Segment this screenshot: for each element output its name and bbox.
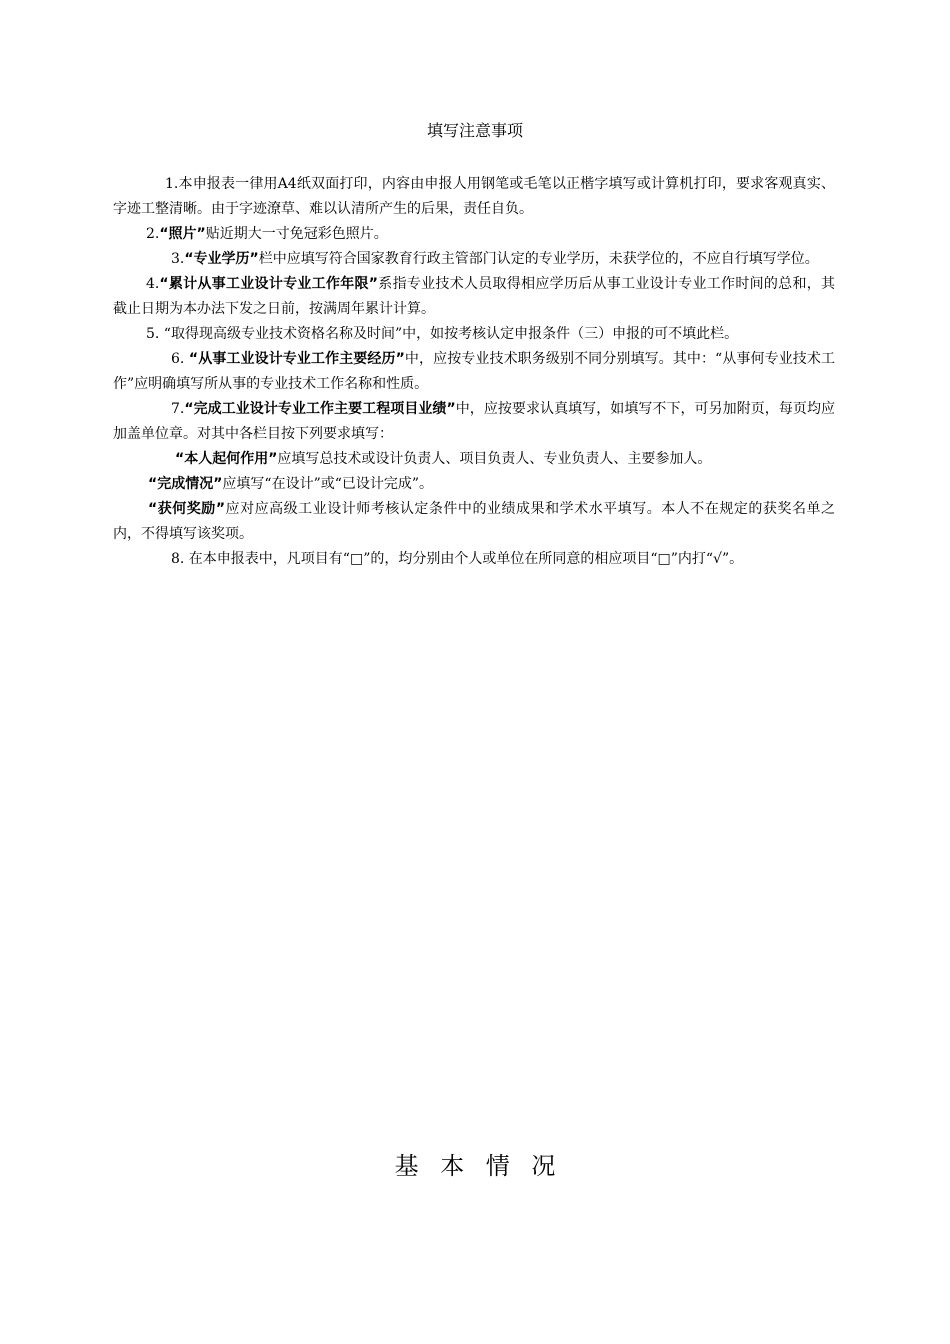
note-item-text: 5. “取得现高级专业技术资格名称及时间”中，如按考核认定申报条件（三）申报的可不填此栏。 bbox=[146, 326, 739, 342]
notes-list bbox=[113, 172, 835, 572]
note-item-text: 6. bbox=[171, 351, 189, 367]
note-item-text: 8. 在本申报表中，凡项目有“□”的，均分别由个人或单位在所同意的相应项目“□”内打“√”。 bbox=[171, 551, 744, 567]
note-item bbox=[113, 172, 835, 222]
note-item-emphasis: “照片” bbox=[159, 226, 206, 242]
note-item-emphasis: “累计从事工业设计专业工作年限” bbox=[159, 276, 378, 292]
note-item bbox=[113, 247, 835, 272]
note-item-text: 7. bbox=[171, 401, 185, 417]
note-item-text: 栏中应填写符合国家教育行政主管部门认定的专业学历，未获学位的，不应自行填写学位。 bbox=[258, 251, 819, 267]
note-item-text: 系指专业技术人员取得相应学历后从事工业设计专业工作时间的总和，其截止日期为本办法下发之日前，按满周年累计计算。 bbox=[113, 276, 836, 317]
note-item bbox=[113, 472, 835, 497]
note-item-text: 中，应按专业技术职务级别不同分别填写。其中：“从事何专业技术工作”应明确填写所从事的专业技术工作名称和性质。 bbox=[113, 351, 836, 392]
note-item bbox=[113, 322, 835, 347]
note-item-emphasis: “本人起何作用” bbox=[175, 451, 278, 467]
note-item bbox=[113, 497, 835, 547]
note-item-text: 2. bbox=[146, 226, 160, 242]
note-item-text: 应填写“在设计”或“已设计完成”。 bbox=[222, 476, 434, 492]
note-item-emphasis: “从事工业设计专业工作主要经历” bbox=[188, 351, 405, 367]
note-item bbox=[113, 222, 835, 247]
note-item-emphasis: “专业学历” bbox=[184, 251, 259, 267]
note-item-emphasis: “完成情况” bbox=[148, 476, 223, 492]
note-item bbox=[113, 272, 835, 322]
note-item-text: 贴近期大一寸免冠彩色照片。 bbox=[205, 226, 388, 242]
note-item-text: 应对应高级工业设计师考核认定条件中的业绩成果和学术水平填写。本人不在规定的获奖名单之内，不得填写该奖项。 bbox=[113, 501, 836, 542]
note-item-text: 4. bbox=[146, 276, 160, 292]
note-item bbox=[113, 447, 835, 472]
page-title: 填写注意事项 bbox=[426, 121, 523, 140]
note-item-text: 1.本申报表一律用A4纸双面打印，内容由申报人用钢笔或毛笔以正楷字填写或计算机打印，要求客观真实、字迹工整清晰。由于字迹潦草、难以认清所产生的后果，责任自负。 bbox=[113, 176, 835, 217]
note-item bbox=[113, 397, 835, 447]
note-item bbox=[113, 547, 835, 572]
note-item-text: 3. bbox=[171, 251, 185, 267]
note-item-emphasis: “获何奖励” bbox=[148, 501, 226, 517]
note-item-text: 应填写总技术或设计负责人、项目负责人、专业负责人、主要参加人。 bbox=[277, 451, 712, 467]
section-heading: 基本情况 bbox=[394, 1152, 577, 1180]
note-item-emphasis: “完成工业设计专业工作主要工程项目业绩” bbox=[184, 401, 456, 417]
note-item-text: 中，应按要求认真填写，如填写不下，可另加附页，每页均应加盖单位章。对其中各栏目按下列要求填写： bbox=[113, 401, 835, 442]
note-item bbox=[113, 347, 835, 397]
